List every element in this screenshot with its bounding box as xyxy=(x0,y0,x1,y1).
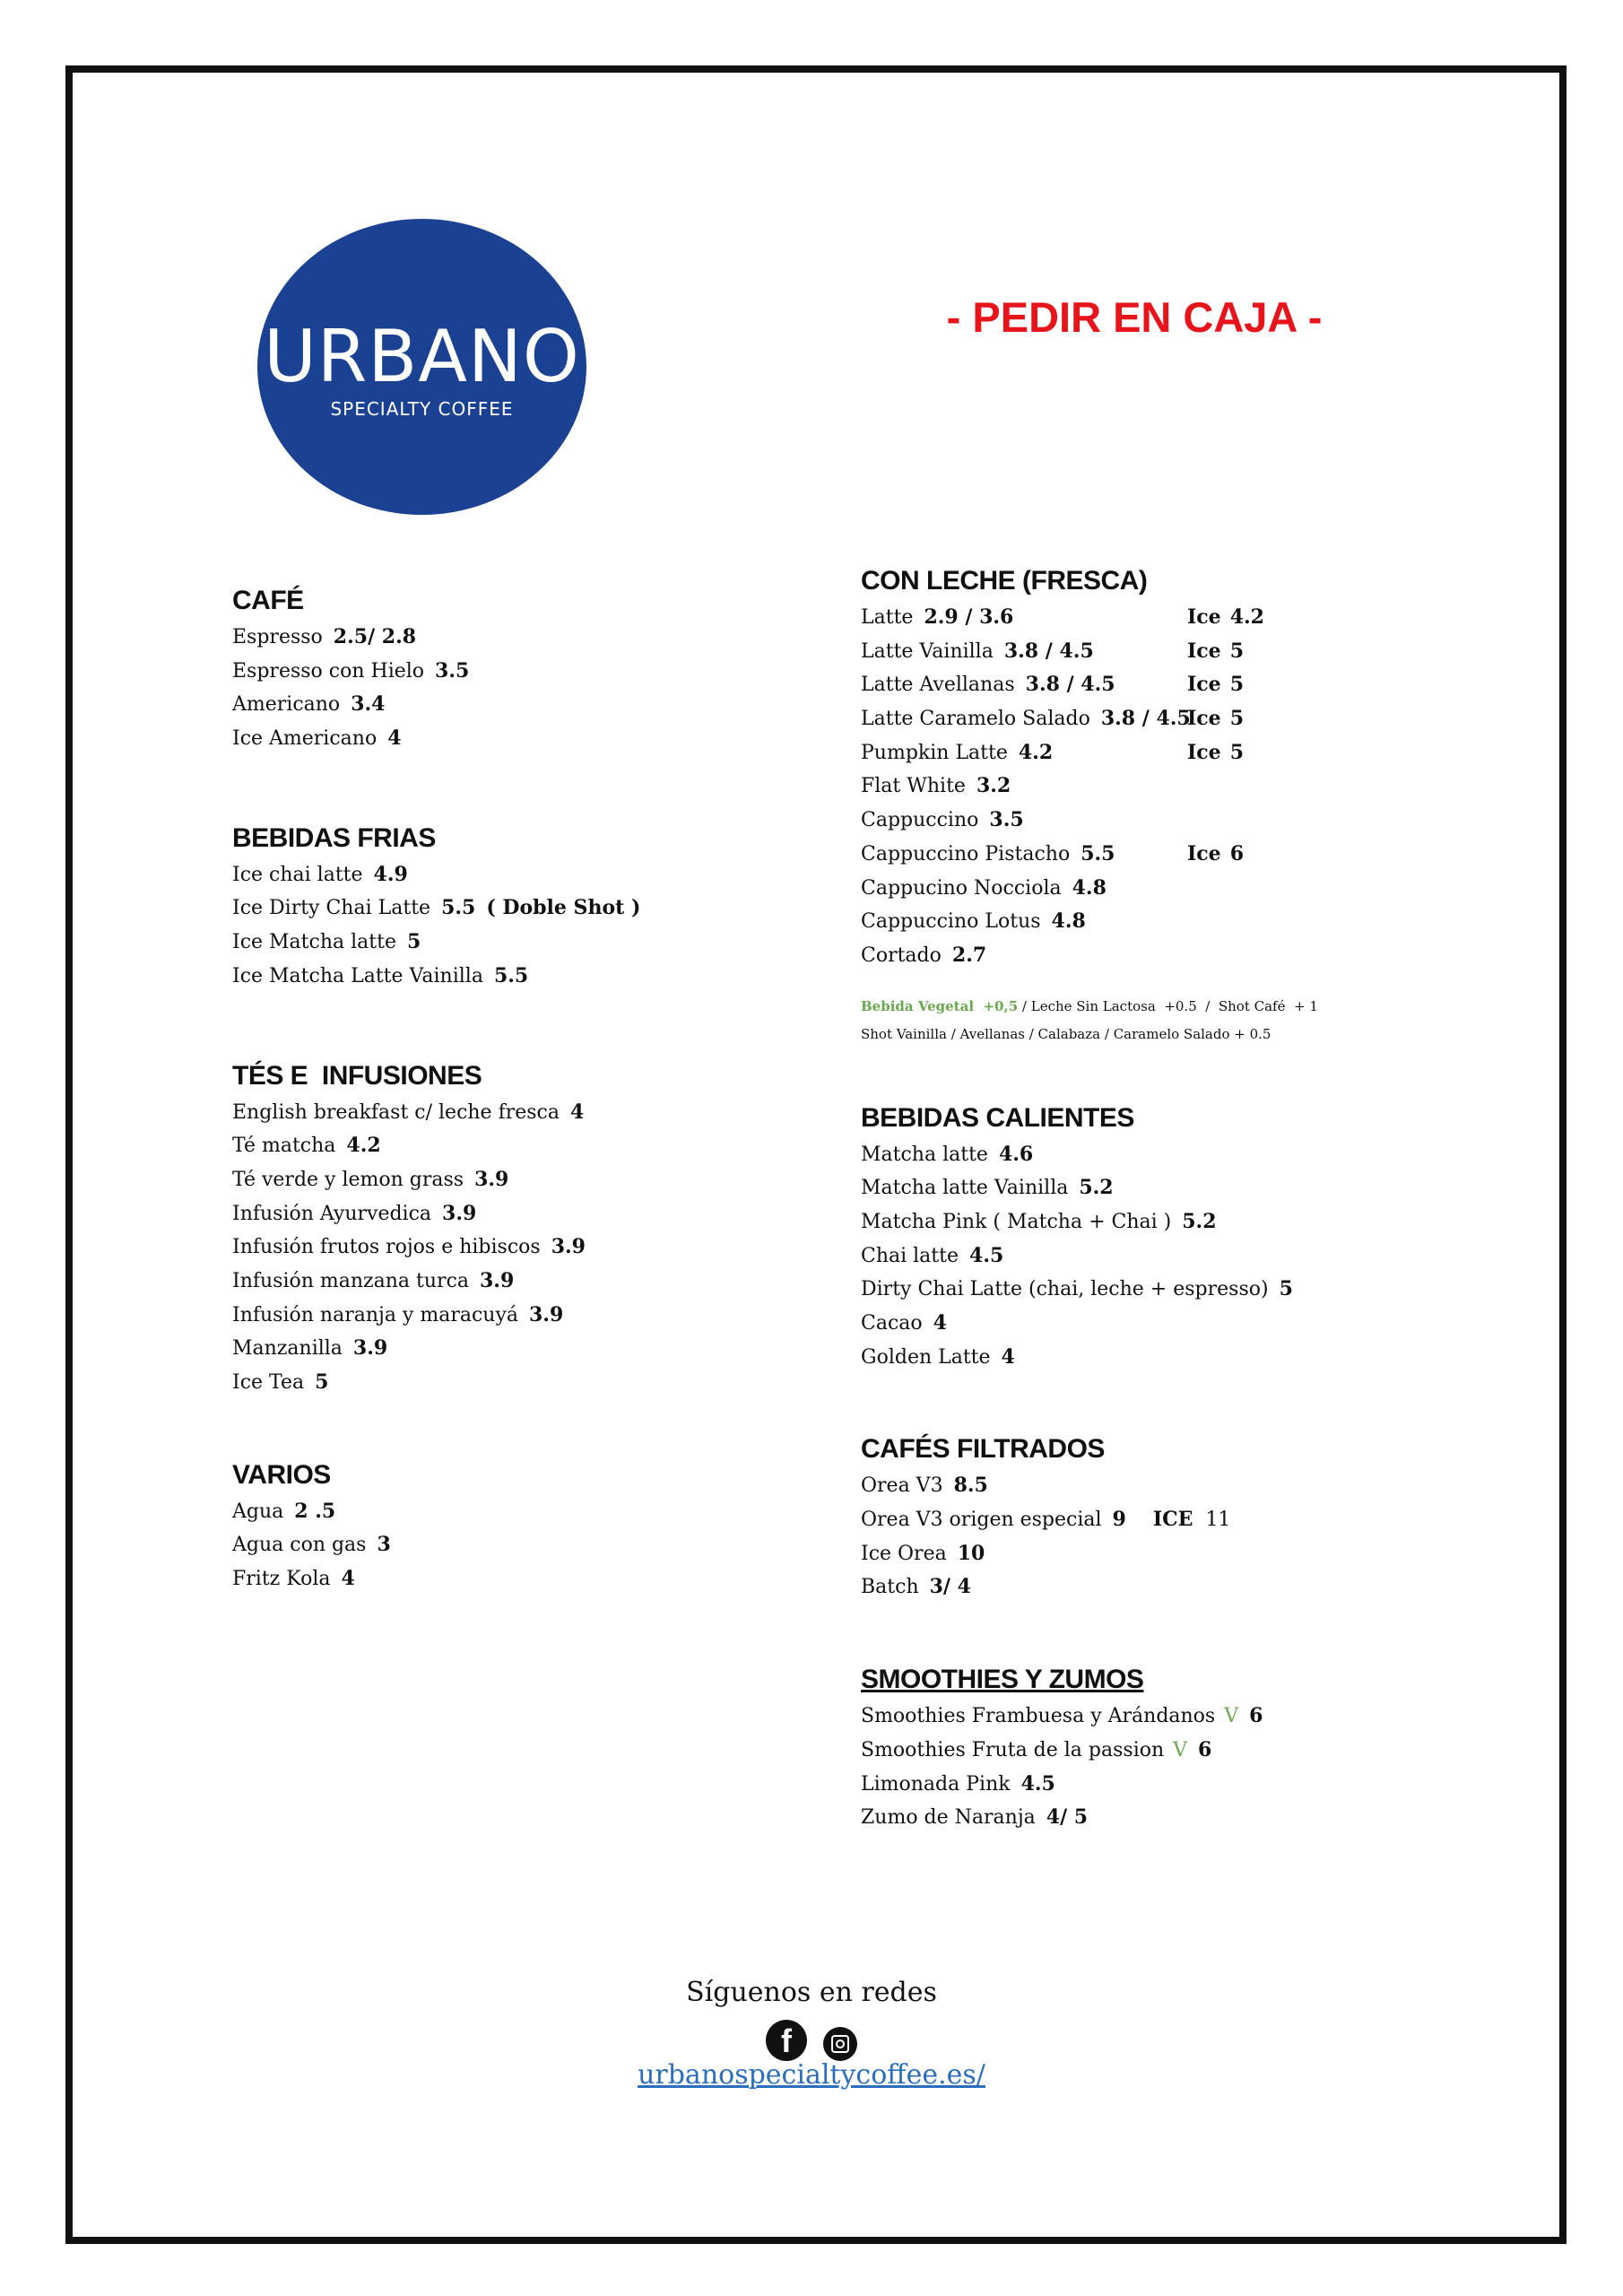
follow-us-text: Síguenos en redes xyxy=(686,1977,937,2008)
milk-extras-note: Bebida Vegetal +0,5 / Leche Sin Lactosa +0.5 / Shot Café + 1 Shot Vainilla / Avellanas / Calabaza / Caramelo Salado + 0.5 xyxy=(861,997,1318,1042)
section-title: SMOOTHIES Y ZUMOS xyxy=(861,1665,1144,1695)
section-title: BEBIDAS CALIENTES xyxy=(861,1102,1134,1133)
menu-item: Latte Avellanas 3.8 / 4.5 Ice 5 xyxy=(861,673,1244,697)
left-column xyxy=(232,581,806,1596)
menu-item: Cappuccino 3.5 xyxy=(861,808,1024,832)
order-notice: - PEDIR EN CAJA - xyxy=(946,293,1323,341)
menu-item: Smoothies Fruta de la passion V 6 xyxy=(861,1737,1212,1761)
menu-item: Espresso con Hielo 3.5 xyxy=(232,658,470,683)
website-link[interactable]: urbanospecialtycoffee.es/ xyxy=(638,2059,985,2091)
menu-item: Flat White 3.2 xyxy=(861,774,1011,798)
social-icons xyxy=(0,2020,1623,2061)
vegan-badge: V xyxy=(1173,1738,1188,1761)
menu-item: Batch 3/ 4 xyxy=(861,1575,971,1599)
menu-item: Golden Latte 4 xyxy=(861,1344,1015,1369)
menu-item: Té verde y lemon grass 3.9 xyxy=(232,1167,509,1191)
menu-item: Manzanilla 3.9 xyxy=(232,1336,388,1361)
section-title: VARIOS xyxy=(232,1459,331,1490)
menu-item: Limonada Pink 4.5 xyxy=(861,1771,1055,1796)
right-column xyxy=(861,561,1542,1835)
section-cafe xyxy=(232,581,806,756)
menu-item: Orea V3 8.5 xyxy=(861,1474,988,1498)
section-title: CON LECHE (FRESCA) xyxy=(861,566,1148,596)
menu-item: Orea V3 origen especial 9 ICE 11 xyxy=(861,1508,1231,1532)
menu-item: Ice chai latte 4.9 xyxy=(232,862,408,886)
menu-item: Ice Tea 5 xyxy=(232,1370,329,1394)
menu-item: Matcha Pink ( Matcha + Chai ) 5.2 xyxy=(861,1209,1217,1233)
menu-item: Cacao 4 xyxy=(861,1311,947,1335)
menu-item: Té matcha 4.2 xyxy=(232,1134,381,1158)
menu-item: Matcha latte Vainilla 5.2 xyxy=(861,1176,1114,1200)
menu-item: Agua 2 .5 xyxy=(232,1499,336,1523)
menu-item: Espresso 2.5/ 2.8 xyxy=(232,625,417,648)
section-cafes-filtrados xyxy=(861,1430,1542,1605)
menu-item: Ice Orea 10 xyxy=(861,1541,985,1565)
menu-item: Americano 3.4 xyxy=(232,692,386,717)
section-title: CAFÉ xyxy=(232,586,304,615)
section-title: TÉS E INFUSIONES xyxy=(232,1060,482,1091)
menu-item: Chai latte 4.5 xyxy=(861,1243,1004,1267)
menu-item: Infusión naranja y maracuyá 3.9 xyxy=(232,1302,564,1326)
facebook-icon[interactable]: f xyxy=(766,2020,807,2061)
menu-item: English breakfast c/ leche fresca 4 xyxy=(232,1100,585,1124)
section-con-leche xyxy=(861,561,1542,1048)
menu-item: Zumo de Naranja 4/ 5 xyxy=(861,1805,1089,1830)
section-smoothies xyxy=(861,1660,1542,1835)
menu-item: Cappuccino Lotus 4.8 xyxy=(861,909,1086,934)
urbano-logo xyxy=(257,219,586,515)
menu-item: Latte 2.9 / 3.6 Ice 4.2 xyxy=(861,605,1264,629)
menu-item: Cortado 2.7 xyxy=(861,943,987,967)
menu-item: Agua con gas 3 xyxy=(232,1533,391,1557)
section-title: BEBIDAS FRIAS xyxy=(232,822,436,853)
section-bebidas-calientes xyxy=(861,1099,1542,1375)
vegan-badge: V xyxy=(1224,1705,1239,1728)
menu-item: Ice Dirty Chai Latte 5.5 ( Doble Shot ) xyxy=(232,896,641,920)
menu-item: Infusión frutos rojos e hibiscos 3.9 xyxy=(232,1235,586,1259)
instagram-icon[interactable] xyxy=(823,2027,857,2061)
menu-item: Latte Caramelo Salado 3.8 / 4.5 Ice 5 xyxy=(861,707,1244,731)
menu-item: Ice Matcha latte 5 xyxy=(232,930,421,954)
menu-item: Infusión manzana turca 3.9 xyxy=(232,1268,515,1292)
menu-item: Infusión Ayurvedica 3.9 xyxy=(232,1201,477,1225)
menu-item: Cappucino Nocciola 4.8 xyxy=(861,875,1107,900)
menu-item: Cappuccino Pistacho 5.5 Ice 6 xyxy=(861,841,1244,865)
section-bebidas-frias xyxy=(232,819,806,994)
menu-item: Pumpkin Latte 4.2 Ice 5 xyxy=(861,740,1244,764)
menu-item: Fritz Kola 4 xyxy=(232,1567,355,1591)
logo-wordmark: URBANO xyxy=(264,315,580,398)
menu-item: Matcha latte 4.6 xyxy=(861,1142,1034,1166)
logo-subtitle: SPECIALTY COFFEE xyxy=(330,398,514,420)
section-tes xyxy=(232,1057,806,1400)
menu-item: Smoothies Frambuesa y Arándanos V 6 xyxy=(861,1704,1263,1728)
menu-item: Dirty Chai Latte (chai, leche + espresso) 5 xyxy=(861,1277,1293,1301)
section-title: CAFÉS FILTRADOS xyxy=(861,1434,1105,1465)
menu-item: Ice Matcha Latte Vainilla 5.5 xyxy=(232,963,529,987)
section-varios xyxy=(232,1456,806,1596)
menu-item: Ice Americano 4 xyxy=(232,726,402,751)
menu-item: Latte Vainilla 3.8 / 4.5 Ice 5 xyxy=(861,639,1244,663)
